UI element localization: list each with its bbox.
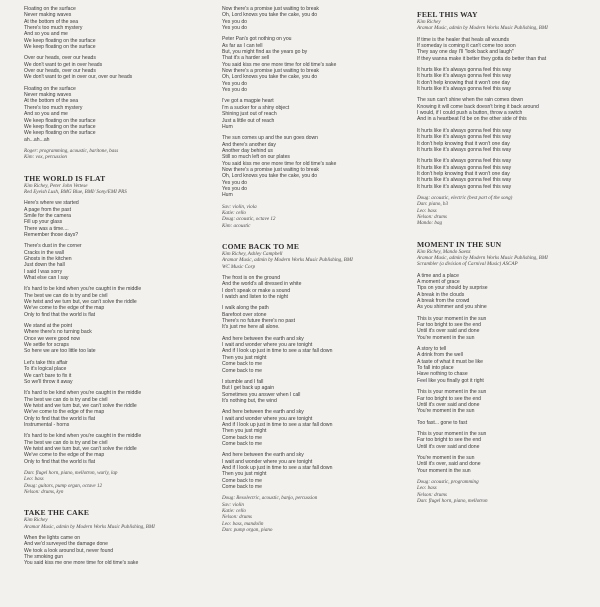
lyric-line: Hum xyxy=(222,123,233,130)
verse-block xyxy=(417,455,595,474)
verse-block xyxy=(24,433,202,465)
lyric-line: A taste of what it must be like xyxy=(417,358,483,365)
lyric-line: A story to tell xyxy=(417,346,447,353)
section-spacer xyxy=(24,495,202,504)
credit-line: Nelson: drums xyxy=(222,514,252,521)
lyric-line: The best we can do is try and be civil xyxy=(24,396,108,403)
lyric-line: It hurts like it's always gonna feel this way xyxy=(417,158,512,165)
lyric-line: Shining just out of reach xyxy=(222,111,277,118)
lyric-line: What else can I say xyxy=(24,275,69,282)
lyric-line: There's too much mystery xyxy=(24,25,83,32)
column-right xyxy=(417,6,595,504)
lyric-line: A break from the crowd xyxy=(417,298,470,305)
lyric-line: I'm a sucker for a shiny object xyxy=(222,104,290,111)
verse-block xyxy=(24,243,202,281)
lyric-line: It's nothing but, the wind xyxy=(222,397,277,404)
lyric-line: Ghosts in the kitchen xyxy=(24,256,72,262)
lyric-line: I don't speak or make a sound xyxy=(222,287,291,294)
lyric-line: The frost is on the ground xyxy=(222,275,281,282)
column-middle xyxy=(222,6,400,533)
lyric-line: As far as I can tell xyxy=(222,42,263,49)
lyric-line: Your moment in the sun xyxy=(417,467,471,474)
lyric-line: ah...ah...ah xyxy=(24,136,50,143)
lyric-line: We don't want to get in over heads xyxy=(24,61,103,68)
lyric-line: It's just me here all alone. xyxy=(222,324,280,331)
verse-block xyxy=(24,6,202,50)
lyric-line: I wait and wonder where you are tonight xyxy=(222,415,313,422)
lyric-line: It don't help knowing that it won't one day xyxy=(417,140,510,147)
credit-line: Dan: piano, b3 xyxy=(417,201,448,208)
lyric-line: The best we can do is try and be civil xyxy=(24,292,108,299)
lyric-line: Far too bright to see the end xyxy=(417,437,481,444)
lyric-line: We keep floating on the surface xyxy=(24,130,96,137)
lyric-line: The sun can't shine when the rain comes down xyxy=(417,97,524,104)
lyric-line: There's no future there's no past xyxy=(222,318,296,325)
lyric-line: Now there's a promise just waiting to break xyxy=(222,6,319,12)
lyric-line: Until it's over said and done xyxy=(417,328,480,335)
lyric-line: And here between the earth and sky xyxy=(222,409,304,416)
lyric-line: Then you just might xyxy=(222,428,267,435)
verse-block xyxy=(24,55,202,80)
lyric-line: And in a heartbeat I'd be on the other side of this xyxy=(417,116,527,123)
verse-block xyxy=(222,135,400,198)
verse-block xyxy=(222,379,400,404)
credit-line: Doug: guitars, pump organ, octave 12 xyxy=(24,482,103,489)
credit-line: Aramar Music, admin by Modern Works Music Publishing, BMI xyxy=(24,523,155,530)
verse-block xyxy=(222,275,400,300)
lyric-line: Barefoot over stone xyxy=(222,311,267,318)
lyric-line: We've come to the edge of the map xyxy=(24,452,105,459)
lyric-line: I stumble and I fall xyxy=(222,378,264,385)
credit-line: Kim Richey xyxy=(417,19,441,25)
lyric-line: Yes you do xyxy=(222,179,248,186)
verse-block xyxy=(24,286,202,318)
song-title: FEEL THIS WAY xyxy=(417,10,478,19)
lyric-line: We settle for scraps xyxy=(24,342,69,349)
credit-line: Kim Richey, Ashley Campbell xyxy=(222,251,283,257)
lyric-line: Another day behind us xyxy=(222,147,273,154)
lyric-line: Still so much left on our plates xyxy=(222,154,290,161)
column-left xyxy=(24,6,202,567)
verse-block xyxy=(417,97,595,122)
lyric-line: So here we are too little too late xyxy=(24,348,96,355)
credit-line: Mando: bag xyxy=(417,220,443,227)
lyric-line: Yes you do xyxy=(222,18,248,25)
credit-line: Kim Richey xyxy=(24,517,48,524)
lyric-line: We keep floating on the surface xyxy=(24,44,96,51)
lyric-line: There's dust in the corner xyxy=(24,243,82,250)
lyric-line: Remember those days? xyxy=(24,231,79,238)
lyric-line: Until it's over said and done xyxy=(417,401,480,408)
verse-block xyxy=(417,67,595,92)
credit-line: Kim Richey, Mando Saenz xyxy=(417,248,471,255)
lyric-line: We stand at the point xyxy=(24,323,73,330)
credit-line: Katie: cello xyxy=(222,508,246,515)
song-title: TAKE THE CAKE xyxy=(24,508,90,518)
credit-line: Leo: bass xyxy=(24,476,44,483)
credit-line: Katie: cello xyxy=(222,209,246,216)
lyric-line: To it's logical place xyxy=(24,366,67,373)
credit-line: Kim: acoustic xyxy=(222,222,251,229)
song-title: MOMENT IN THE SUN xyxy=(417,239,502,249)
lyric-line: Yes you do xyxy=(222,25,248,32)
verse-block xyxy=(222,336,400,374)
lyric-line: Now there's a promise just waiting to break xyxy=(222,166,319,173)
lyric-line: But, you might find as the years go by xyxy=(222,49,308,56)
lyric-line: They say one day I'll "look back and laugh" xyxy=(417,49,514,56)
verse-block xyxy=(24,200,202,238)
credit-line: Nelson: drums xyxy=(417,491,447,498)
lyric-line: Tips on your should by surprise xyxy=(417,285,488,292)
credit-line: Leo: bass, mandolin xyxy=(222,520,264,527)
credits-block xyxy=(24,183,202,196)
lyric-line: When the lights came on xyxy=(24,535,81,542)
lyric-line: If they wanna make it better they gotta do better than that xyxy=(417,55,547,62)
lyric-line: You said kiss me one more time for old time's sake xyxy=(24,560,139,567)
lyric-line: You said kiss me one more time for old time's sake xyxy=(222,160,337,167)
credit-line: Aramar Music, admin by Modern Works Music Publishing, BMI xyxy=(417,25,548,32)
credit-line: Dan: flugel horn, piano, mellotron, wurly, lap xyxy=(24,469,118,476)
credit-line: Kim Richey, Peter John Vettese xyxy=(24,182,88,189)
lyric-line: We twist and we turn but, we can't solve the riddle xyxy=(24,445,137,452)
credit-line: Roger: programming, acoustic, baritone, bass xyxy=(24,147,119,154)
lyric-line: Smile for the camera xyxy=(24,212,71,219)
song-title: THE WORLD IS FLAT xyxy=(24,173,106,183)
lyric-line: And if I look up just in time to see a star fall down xyxy=(222,421,333,428)
credit-line: Sav: violin xyxy=(222,501,244,508)
lyric-line: This is your moment in the sun xyxy=(417,315,487,322)
credit-line: Doug: acoustic, electric (best part of the song) xyxy=(417,194,513,201)
verse-block xyxy=(24,390,202,428)
lyric-line: It's hard to be kind when you're caught in the middle xyxy=(24,286,142,293)
lyric-line: And so you and me xyxy=(24,111,68,118)
lyric-line: There's too much mystery xyxy=(24,104,83,111)
lyric-line: Let's take this affair xyxy=(24,359,68,366)
lyric-line: This is your moment in the sun xyxy=(417,430,487,437)
lyric-line: I would, if I could push a button, throw a switch xyxy=(417,110,523,117)
lyric-line: Oh, Lord knows you take the cake, you do xyxy=(222,173,318,180)
lyric-line: At the bottom of the sea xyxy=(24,98,79,105)
verse-block xyxy=(417,158,595,190)
lyric-line: We keep floating on the surface xyxy=(24,37,96,44)
credit-line: Aramar Music, admin by Modern Works Music Publishing, BMI xyxy=(417,254,548,261)
lyric-line: If someday is coming it can't come too soon xyxy=(417,43,516,50)
section-spacer xyxy=(24,161,202,170)
lyric-line: And so you and me xyxy=(24,31,68,38)
lyric-line: A drink from the well xyxy=(417,352,463,359)
lyric-line: Just a little out of reach xyxy=(222,117,275,124)
lyric-line: And if I look up just in time to see a star fall down xyxy=(222,464,333,471)
verse-block xyxy=(222,36,400,93)
verse-block xyxy=(222,305,400,330)
lyric-line: And there's another day xyxy=(222,141,276,148)
credit-line: Dan: pump organ, piano xyxy=(222,527,273,534)
lyric-line: I said I was sorry xyxy=(24,268,63,275)
lyric-line: Come back to me xyxy=(222,434,262,441)
lyric-line: Never making waves xyxy=(24,12,72,19)
lyric-line: We can't bare to fix it xyxy=(24,372,72,379)
lyric-line: If time is the healer that heals all wounds xyxy=(417,36,510,43)
lyric-line: Too fast... gone to fast xyxy=(417,419,468,426)
credit-line: Doug: acoustic, octave 12 xyxy=(222,216,276,223)
lyric-line: Knowing it will come back doesn't bring it back around xyxy=(417,103,539,110)
credits-block xyxy=(222,204,400,229)
lyric-line: It hurts like it's always gonna feel this way xyxy=(417,67,512,74)
lyric-line: Yes you do xyxy=(222,185,248,192)
lyric-line: It's hard to be kind when you're caught in the middle xyxy=(24,433,142,440)
verse-block xyxy=(417,273,595,311)
verse-block xyxy=(24,323,202,355)
credits-block xyxy=(417,479,595,504)
lyric-line: Oh, Lord knows you take the cake, you do xyxy=(222,74,318,81)
lyric-line: At the bottom of the sea xyxy=(24,18,79,25)
lyric-line: To fall into place xyxy=(417,365,454,372)
lyric-line: Feel like you finally got it right xyxy=(417,377,484,384)
lyric-line: We keep floating on the surface xyxy=(24,123,96,130)
lyric-line: You're moment in the sun xyxy=(417,334,475,341)
lyric-line: We took a look around but, never found xyxy=(24,547,114,554)
credit-line: Leo: bass xyxy=(417,207,437,214)
lyric-line: Yes you do xyxy=(222,87,248,94)
verse-block xyxy=(417,346,595,384)
lyric-line: Oh, Lord knows you take the cake, you do xyxy=(222,12,318,19)
lyric-line: Until it's over, said and done xyxy=(417,461,481,468)
lyric-line: Peter Pan's got nothing on you xyxy=(222,36,292,43)
credit-line: Doug: Resolectric, acoustic, banjo, percussion xyxy=(222,495,318,502)
lyric-line: This is your moment in the sun xyxy=(417,389,487,396)
lyric-line: It hurts like it's always gonna feel this way xyxy=(417,146,512,153)
lyric-line: Here's where we started xyxy=(24,200,79,207)
verse-block xyxy=(24,86,202,143)
credits-block xyxy=(417,19,595,32)
credit-line: Leo: bass xyxy=(417,485,437,492)
credits-block xyxy=(24,148,202,161)
credit-line: WC Music Corp xyxy=(222,263,256,270)
verse-block xyxy=(24,535,202,567)
lyric-line: Have nothing to chase xyxy=(417,371,468,378)
lyric-line: We don't want to get in over our, over our heads xyxy=(24,74,133,81)
lyric-line: As you shimmer and you shine xyxy=(417,304,487,311)
credit-line: Sav: violin, viola xyxy=(222,203,257,210)
section-spacer xyxy=(417,227,595,236)
lyric-line: Never making waves xyxy=(24,92,72,99)
lyric-line: There was a time.... xyxy=(24,225,69,232)
lyric-line: Hum xyxy=(222,192,233,199)
lyric-line: Floating on the surface xyxy=(24,85,76,92)
lyric-line: Then you just might xyxy=(222,471,267,478)
lyric-line: Over our heads, over our heads xyxy=(24,68,96,75)
lyric-line: Until it's over said and done xyxy=(417,443,480,450)
credit-line: Aramar Music, admin by Modern Works Music Publishing, BMI xyxy=(222,257,353,264)
credits-block xyxy=(24,470,202,495)
lyric-line: And we'd surveyed the damage done xyxy=(24,541,108,548)
lyric-line: A time and a place xyxy=(417,272,459,279)
lyric-line: So we'll throw it away xyxy=(24,378,73,385)
lyric-line: It hurts like it's always gonna feel this way xyxy=(417,177,512,184)
verse-block xyxy=(222,98,400,130)
lyric-line: We keep floating on the surface xyxy=(24,117,96,124)
credits-block xyxy=(222,495,400,533)
lyric-line: Once we were good now xyxy=(24,335,81,342)
lyric-line: Where there's no turning back xyxy=(24,329,92,336)
verse-block xyxy=(222,452,400,490)
verse-block xyxy=(417,128,595,153)
lyric-line: I wait and wonder where you are tonight xyxy=(222,342,313,349)
lyric-line: Far too bright to see the end xyxy=(417,395,481,402)
lyric-line: Sometimes you answer when I call xyxy=(222,391,301,398)
lyric-line: You're moment in the sun xyxy=(417,454,475,461)
credits-block xyxy=(222,251,400,270)
verse-block xyxy=(222,409,400,447)
lyric-line: It's hard to be kind when you're caught in the middle xyxy=(24,390,142,397)
lyric-line: You're moment in the sun xyxy=(417,408,475,415)
lyric-line: It hurts like it's always gonna feel this way xyxy=(417,134,512,141)
section-spacer xyxy=(222,229,400,238)
credit-line: Kim: vox, percussion xyxy=(24,154,67,161)
lyric-line: A moment of grace xyxy=(417,279,460,285)
lyric-line: And here between the earth and sky xyxy=(222,452,304,459)
lyric-line: Now there's a promise just waiting to break xyxy=(222,68,319,75)
lyric-line: And the world's all dressed in white xyxy=(222,281,302,288)
lyric-line: Only to find that the world is flat xyxy=(24,458,96,465)
credit-line: Nelson: drums xyxy=(417,213,447,220)
lyric-line: It don't help knowing that it won't one day xyxy=(417,79,510,86)
credit-line: Red Eyeish Lush, BMG Blue, BMI/ Sony/EMI PRS xyxy=(24,188,127,195)
credit-line: Scrambler (a division of Carnival Music) ASCAP xyxy=(417,261,518,268)
lyric-line: We twist and we turn but, we can't solve the riddle xyxy=(24,299,137,306)
lyric-line: It hurts like it's always gonna feel this way xyxy=(417,86,512,93)
lyric-line: The sun comes up and the sun goes down xyxy=(222,135,318,142)
credit-line: Nelson: drums, kyn xyxy=(24,489,64,495)
lyric-line: It hurts like it's always gonna feel this way xyxy=(417,183,512,190)
credit-line: Doug: acoustic, programming xyxy=(417,478,479,485)
verse-block xyxy=(24,360,202,385)
lyric-line: We've come to the edge of the map xyxy=(24,305,105,312)
credits-block xyxy=(417,249,595,268)
lyric-line: Fill up your glass xyxy=(24,219,63,226)
lyric-line: It hurts like it's always gonna feel this way xyxy=(417,127,512,134)
verse-block xyxy=(222,6,400,31)
lyric-line: Then you just might xyxy=(222,354,267,361)
lyric-line: A page from the past xyxy=(24,206,72,213)
credits-block xyxy=(24,517,202,530)
lyric-line: A break in the clouds xyxy=(417,291,465,298)
lyric-line: It hurts like it's always gonna feel this way xyxy=(417,164,512,171)
lyric-line: I wait and wonder where you are tonight xyxy=(222,458,313,465)
lyric-line: Only to find that the world is flat xyxy=(24,311,96,318)
lyric-line: I watch and listen to the night xyxy=(222,294,288,301)
lyric-line: I walk along the path xyxy=(222,305,269,312)
lyric-line: Yes you do xyxy=(222,80,248,87)
lyric-line: Come back to me xyxy=(222,367,262,374)
lyric-line: We've come to the edge of the map xyxy=(24,409,105,416)
lyric-line: Come back to me xyxy=(222,484,262,490)
lyric-line: We twist and we turn but, we can't solve the riddle xyxy=(24,402,137,409)
lyric-line: Come back to me xyxy=(222,440,262,447)
lyric-line: Floating on the surface xyxy=(24,6,76,12)
credits-block xyxy=(417,195,595,227)
lyric-line: It hurts like it's always gonna feel this way xyxy=(417,73,512,80)
verse-block xyxy=(417,431,595,450)
song-title: COME BACK TO ME xyxy=(222,242,300,251)
lyric-line: Instrumental - horns xyxy=(24,421,70,428)
lyric-line: Cracks in the wall xyxy=(24,249,64,256)
lyric-line: Come back to me xyxy=(222,477,262,484)
lyric-line: And if I look up just in time to see a star fall down xyxy=(222,348,333,355)
lyric-line: And here between the earth and sky xyxy=(222,335,304,342)
lyric-line: The smoking gun xyxy=(24,554,64,561)
verse-block xyxy=(417,37,595,62)
credit-line: Dan: flugel horn, piano, mellotron xyxy=(417,497,488,504)
lyric-line: But I get back up again xyxy=(222,385,275,392)
lyric-line: Only to find that the world is flat xyxy=(24,415,96,422)
lyric-line: Just down the hall xyxy=(24,262,65,269)
lyric-line: That it's a harder sell xyxy=(222,55,270,62)
lyric-line: You said kiss me one more time for old time's sake xyxy=(222,61,337,68)
lyric-line: Far too bright to see the end xyxy=(417,322,481,329)
lyric-line: I've got a magpie heart xyxy=(222,98,274,105)
lyric-line: Come back to me xyxy=(222,361,262,368)
lyric-line: It don't help knowing that it won't one day xyxy=(417,170,510,177)
lyric-line: The best we can do is try and be civil xyxy=(24,439,108,446)
verse-block xyxy=(417,316,595,341)
verse-block xyxy=(417,389,595,414)
lyric-line: Over our heads, over our heads xyxy=(24,55,96,62)
